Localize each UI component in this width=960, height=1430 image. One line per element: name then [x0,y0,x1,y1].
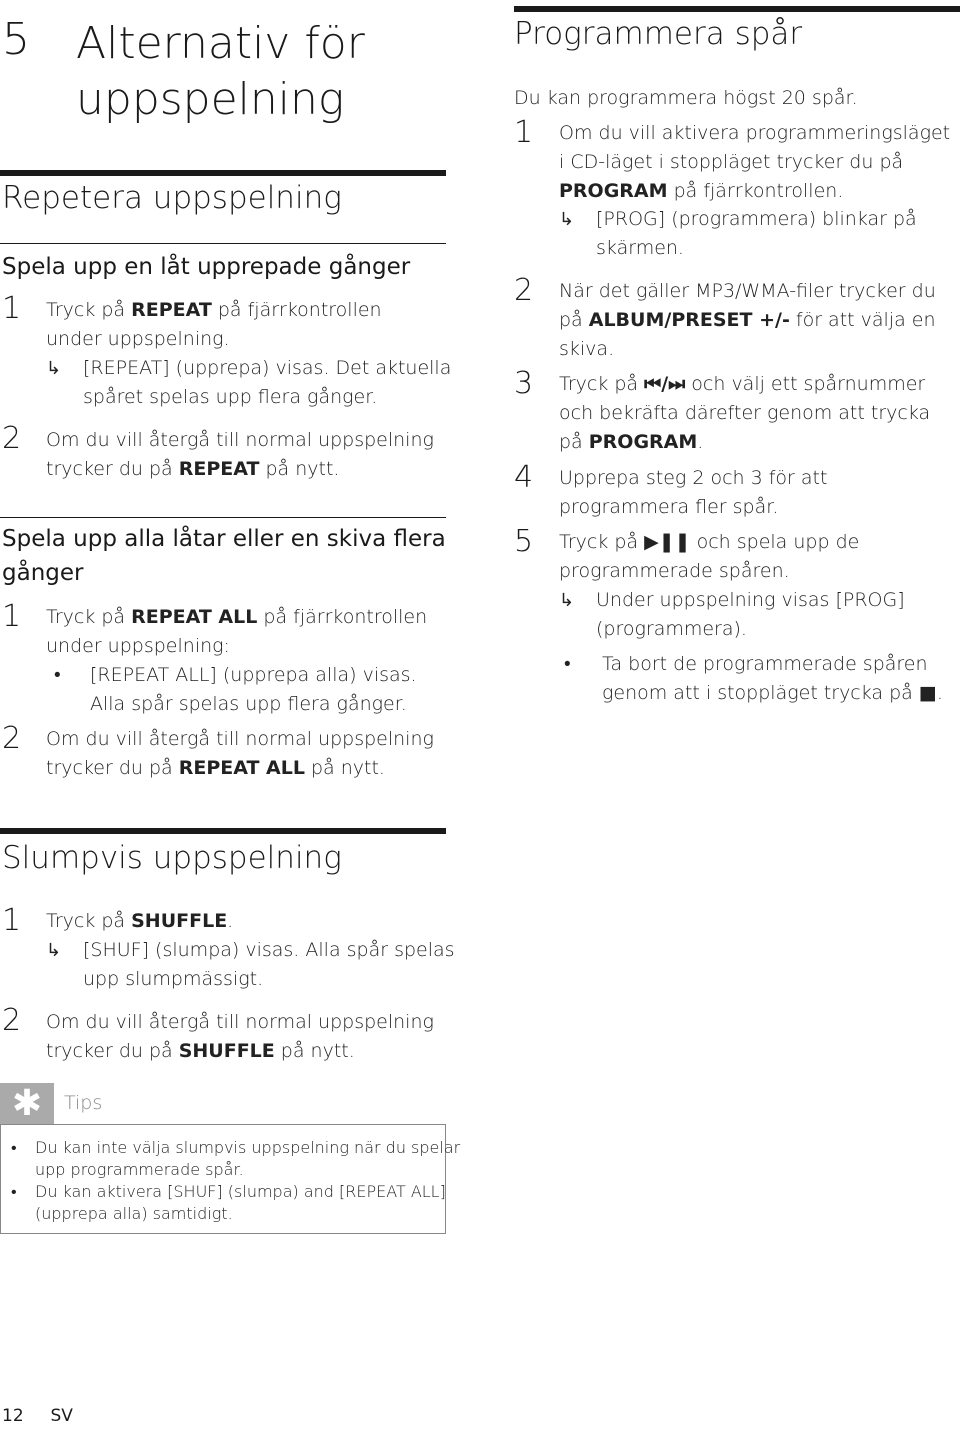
repeat-all-title: Spela upp alla låtar eller en skiva flera gånger [2,526,446,586]
step-number: 2 [2,721,22,756]
step-number: 2 [2,1003,22,1038]
step-number: 3 [514,366,534,401]
footer [2,1406,73,1426]
result-arrow-icon: ↳ [559,590,575,611]
bullet-icon: • [11,1138,17,1157]
bullet-icon: • [564,653,571,675]
tips-box [0,1124,461,1234]
step-result: Under uppspelning visas [PROG] (programmera). [596,589,905,640]
key-name: SHUFFLE [178,1040,275,1062]
program-section-title: Programmera spår [514,16,803,52]
tips-item: Du kan aktivera [SHUF] (slumpa) and [REPEAT ALL] (upprepa alla) samtidigt. [35,1182,446,1223]
subsection-rule [0,243,446,244]
step-number: 1 [2,599,22,634]
step-number: 2 [514,273,534,308]
step-number: 1 [2,291,22,326]
bullet-text: Ta bort de programmerade spåren genom att i stoppläget trycka på ■. [602,653,943,704]
step-number: 2 [2,421,22,456]
step-text: Om du vill återgå till normal uppspelning trycker du på SHUFFLE på nytt. [46,1011,434,1062]
page-number: 12 [2,1406,24,1426]
step-text: Tryck på REPEAT ALL på fjärrkontrollen under uppspelning: [46,606,428,657]
key-name: PROGRAM [559,180,668,202]
program-intro: Du kan programmera högst 20 spår. [514,87,858,109]
step-text: Om du vill aktivera programmeringsläget i CD-läget i stoppläget trycker du på PROGRAM på fjärrkontrollen. [559,122,951,202]
result-arrow-icon: ↳ [46,358,62,379]
step-text: Tryck på ⏮/⏭ och välj ett spårnummer och bekräfta därefter genom att trycka på PROGRAM. [559,373,931,453]
step-text: När det gäller MP3/WMA-filer trycker du på ALBUM/PRESET +/- för att välja en skiva. [559,280,936,360]
asterisk-icon: ✱ [0,1083,54,1125]
step-result: [PROG] (programmera) blinkar på skärmen. [596,208,917,259]
result-arrow-icon: ↳ [46,940,62,961]
section-rule [0,170,446,176]
chapter-number: 5 [2,14,30,65]
shuffle-section-title: Slumpvis uppspelning [2,840,342,876]
step-text: Om du vill återgå till normal uppspelning trycker du på REPEAT ALL på nytt. [46,728,434,779]
stop-icon: ■ [918,682,937,704]
result-arrow-icon: ↳ [559,209,575,230]
step-result: [REPEAT] (upprepa) visas. Det aktuella spåret spelas upp flera gånger. [83,357,452,408]
step-number: 5 [514,524,534,559]
repeat-section-title: Repetera uppspelning [2,180,342,216]
key-name: REPEAT ALL [178,757,305,779]
chapter-title-line1: Alternativ för [76,18,365,69]
bullet-icon: • [54,664,61,686]
tips-item: Du kan inte välja slumpvis uppspelning när du spelar upp programmerade spår. [35,1138,461,1179]
step-text: Tryck på SHUFFLE. [46,910,234,932]
key-name: ALBUM/PRESET +/- [588,309,790,331]
step-text: Upprepa steg 2 och 3 för att programmera fler spår. [559,467,828,518]
step-number: 4 [514,460,534,495]
prev-next-icon: ⏮/⏭ [644,373,686,395]
step-number: 1 [2,903,22,938]
step-text: Tryck på REPEAT på fjärrkontrollen under uppspelning. [46,299,382,350]
bullet-text: [REPEAT ALL] (upprepa alla) visas. Alla spår spelas upp flera gånger. [90,664,417,715]
step-result: [SHUF] (slumpa) visas. Alla spår spelas upp slumpmässigt. [83,939,455,990]
key-name: REPEAT [131,299,212,321]
key-name: REPEAT ALL [131,606,258,628]
tips-label: Tips [64,1092,103,1114]
subsection-rule [0,517,446,518]
repeat-single-title: Spela upp en låt upprepade gånger [2,254,411,280]
step-text: Tryck på ▶❚❚ och spela upp de programmerade spåren. [559,531,860,582]
key-name: SHUFFLE [131,910,228,932]
step-number: 1 [514,115,534,150]
step-text: Om du vill återgå till normal uppspelning trycker du på REPEAT på nytt. [46,429,434,480]
language-code: SV [50,1406,73,1426]
section-rule [0,828,446,834]
section-rule [514,6,960,12]
play-pause-icon: ▶❚❚ [644,531,691,553]
bullet-icon: • [11,1182,17,1201]
key-name: PROGRAM [588,431,698,453]
key-name: REPEAT [178,458,260,480]
chapter-title-line2: uppspelning [76,74,345,125]
